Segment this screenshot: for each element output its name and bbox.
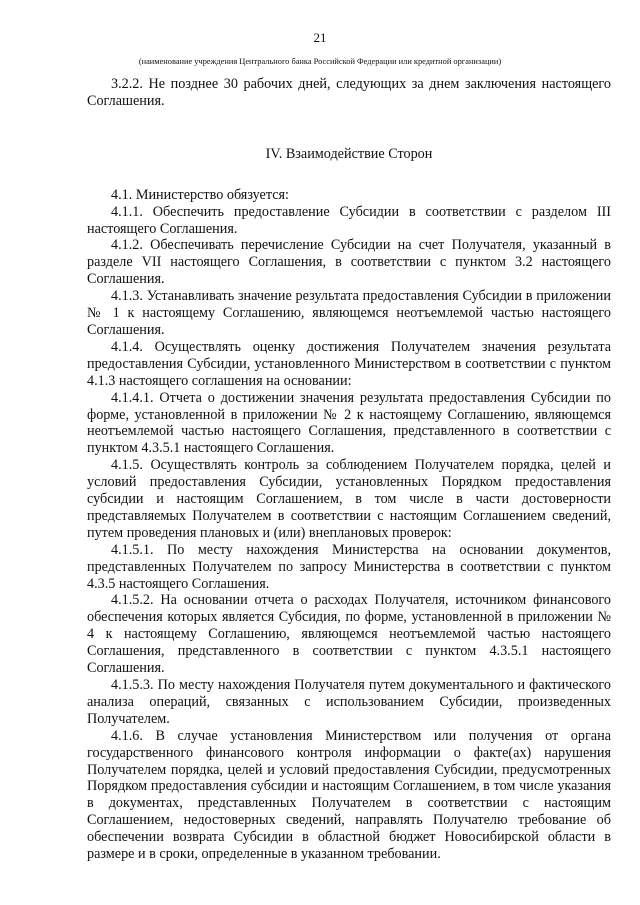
paragraph-4-1-4: 4.1.4. Осуществлять оценку достижения Получателем значения результата предоставления Субсидии, установленного Министерством в соответствии с пунктом 4.1.3 настоящего соглашения на основании: xyxy=(87,338,611,389)
page-number: 21 xyxy=(313,30,327,45)
paragraph-4-1-3: 4.1.3. Устанавливать значение результата предоставления Субсидии в приложении № 1 к настоящему Соглашению, являющемся неотъемлемой частью настоящего Соглашения. xyxy=(87,288,611,338)
paragraph-4-1-5-1: 4.1.5.1. По месту нахождения Министерства на основании документов, представленных Получателем по запросу Министерства в соответствии с пунктом 4.3.5 настоящего Соглашения. xyxy=(87,541,611,592)
paragraph-4-1-5-3: 4.1.5.3. По месту нахождения Получателя путем документального и фактического анализа операций, связанных с использованием Субсидии, произведенных Получателем. xyxy=(87,677,611,727)
section-title: IV. Взаимодействие Сторон xyxy=(265,145,433,162)
paragraph-4-1-6: 4.1.6. В случае установления Министерством или получения от органа государственного финансового контроля информации о факте(ах) нарушения Получателем порядка, целей и условий предоставления Субсидии, предусмотренных Порядком предоставления субсидии и настоящим Соглашением, в том числе указания в документах, представленных Получателем в соответствии с настоящим Соглашением, недостоверных сведений, направлять Получателю требование об обеспечении возврата Субсидии в областной бюджет Новосибирской области в размере и в сроки, определенные в указанном требовании. xyxy=(87,727,611,863)
paragraph-4-1-2: 4.1.2. Обеспечивать перечисление Субсидии на счет Получателя, указанный в разделе VII настоящего Соглашения, в соответствии с пунктом 3.2 настоящего Соглашения. xyxy=(87,237,611,288)
paragraph-4-1-4-1: 4.1.4.1. Отчета о достижении значения результата предоставления Субсидии по форме, установленной в приложении № 2 к настоящему Соглашению, являющемся неотъемлемой частью настоящего Соглашения, представленного в соответствии с пунктом 4.3.5.1 настоящего Соглашения. xyxy=(87,389,611,457)
paragraph-4-1-1: 4.1.1. Обеспечить предоставление Субсидии в соответствии с разделом III настоящего Соглашения. xyxy=(87,203,611,237)
paragraph-3-2-2: 3.2.2. Не позднее 30 рабочих дней, следующих за днем заключения настоящего Соглашения. xyxy=(87,76,611,109)
paragraph-4-1-5-2: 4.1.5.2. На основании отчета о расходах Получателя, источником финансового обеспечения которых является Субсидия, по форме, установленной в приложении № 4 к настоящему Соглашению, являющемся неотъемлемой частью настоящего Соглашения, представленного в соответствии с пунктом 4.3.5.1 настоящего Соглашения. xyxy=(87,592,611,677)
paragraph-4-1-5: 4.1.5. Осуществлять контроль за соблюдением Получателем порядка, целей и условий предоставления Субсидии, установленных Порядком предоставления субсидии и настоящим Соглашением, в том числе в части достоверности представляемых Получателем в соответствии с настоящим Соглашением сведений, путем проведения плановых и (или) внеплановых проверок: xyxy=(87,457,611,541)
header-note: (наименование учреждения Центрального банка Российской Федерации или кредитной организации) xyxy=(138,57,502,66)
document-body xyxy=(87,76,611,863)
paragraph-4-1: 4.1. Министерство обязуется: xyxy=(111,186,289,203)
